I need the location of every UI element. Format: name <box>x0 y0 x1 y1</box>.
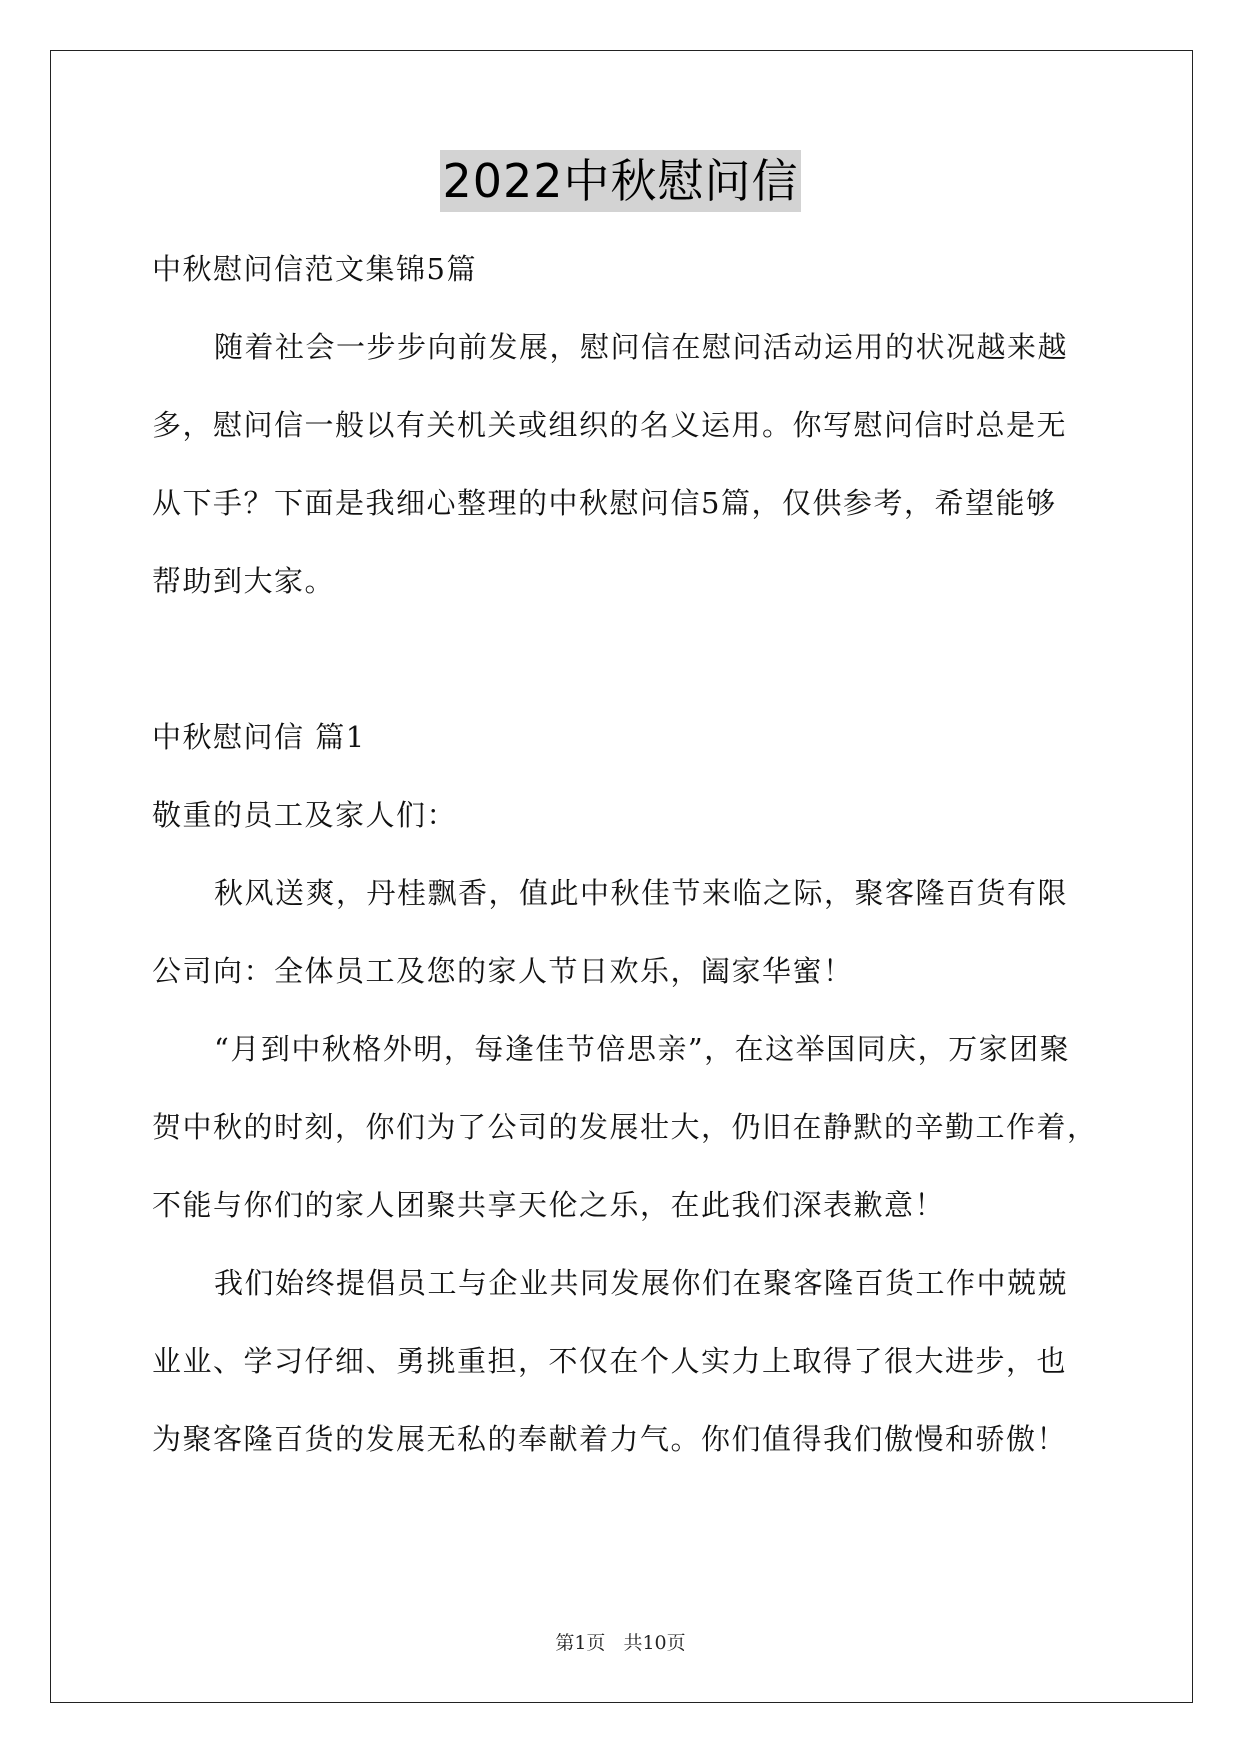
page-footer <box>0 1628 1241 1655</box>
paragraph-line: 为聚客隆百货的发展无私的奉献着力气。你们值得我们傲慢和骄傲！ <box>152 1422 1068 1456</box>
paragraph-line: 业业、学习仔细、勇挑重担，不仅在个人实力上取得了很大进步，也 <box>152 1344 1068 1378</box>
paragraph-line: “月到中秋格外明，每逢佳节倍思亲”，在这举国同庆，万家团聚 <box>214 1032 1071 1066</box>
salutation: 敬重的员工及家人们： <box>152 798 458 832</box>
paragraph-line: 秋风送爽，丹桂飘香，值此中秋佳节来临之际，聚客隆百货有限 <box>214 876 1069 910</box>
spacer <box>152 620 1097 698</box>
intro-line: 多，慰问信一般以有关机关或组织的名义运用。你写慰问信时总是无 <box>152 408 1068 442</box>
intro-line: 帮助到大家。 <box>152 564 336 598</box>
page-total: 共10页 <box>623 1632 686 1654</box>
document-title: 2022中秋慰问信 <box>440 150 800 212</box>
paragraph-line: 贺中秋的时刻，你们为了公司的发展壮大，仍旧在静默的辛勤工作着， <box>152 1110 1098 1144</box>
paragraph-line: 公司向：全体员工及您的家人节日欢乐，阖家华蜜！ <box>152 954 854 988</box>
paragraph-line: 我们始终提倡员工与企业共同发展你们在聚客隆百货工作中兢兢 <box>214 1266 1069 1300</box>
section-heading: 中秋慰问信 篇1 <box>152 720 366 754</box>
intro-line: 从下手？下面是我细心整理的中秋慰问信5篇，仅供参考，希望能够 <box>152 486 1057 520</box>
intro-line: 随着社会一步步向前发展，慰问信在慰问活动运用的状况越来越 <box>214 330 1069 364</box>
subtitle: 中秋慰问信范文集锦5篇 <box>152 252 477 286</box>
document-body <box>152 230 1097 1478</box>
title-area <box>0 150 1241 212</box>
paragraph-line: 不能与你们的家人团聚共享天伦之乐，在此我们深表歉意！ <box>152 1188 946 1222</box>
page-number: 第1页 <box>555 1632 606 1654</box>
